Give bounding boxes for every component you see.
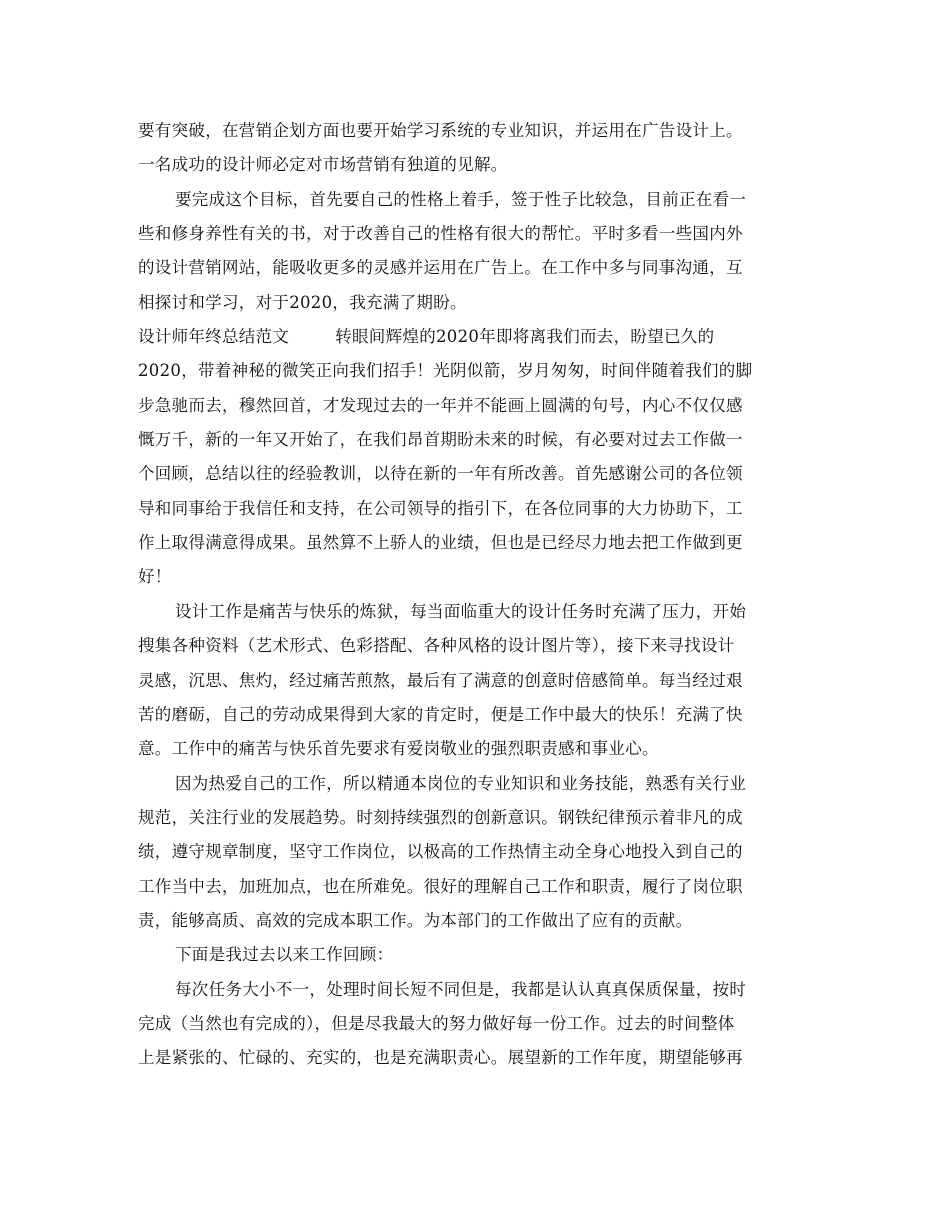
text-line: 2020，带着神秘的微笑正向我们招手！光阴似箭，岁月匆匆，时间伴随着我们的脚 <box>138 361 753 381</box>
text-line: 好！ <box>138 567 172 587</box>
text-line: 导和同事给于我信任和支持，在公司领导的指引下，在各位同事的大力协助下，工 <box>138 498 743 518</box>
text-line: 些和修身养性有关的书，对于改善自己的性格有很大的帮忙。平时多看一些国内外 <box>138 224 743 244</box>
text-line: 要有突破，在营销企划方面也要开始学习系统的专业知识，并运用在广告设计上。 <box>138 121 743 140</box>
text-line: 个回顾，总结以往的经验教训，以待在新的一年有所改善。首先感谢公司的各位领 <box>138 464 743 484</box>
text-line: 相探讨和学习，对于2020，我充满了期盼。 <box>138 292 467 312</box>
paragraph-start-line: 要完成这个目标，首先要自己的性格上着手，签于性子比较急，目前正在看一 <box>175 189 747 209</box>
text-line: 一名成功的设计师必定对市场营销有独道的见解。 <box>138 155 508 175</box>
paragraph-start-line: 每次任务大小不一，处理时间长短不同但是，我都是认认真真保质保量，按时 <box>175 979 747 999</box>
text-line: 苦的磨砺，自己的劳动成果得到大家的肯定时，便是工作中最大的快乐！充满了快 <box>138 704 743 724</box>
paragraph-start-line: 设计工作是痛苦与快乐的炼狱，每当面临重大的设计任务时充满了压力，开始 <box>175 601 747 621</box>
heading-line <box>138 320 814 354</box>
text-line: 规范，关注行业的发展趋势。时刻持续强烈的创新意识。钢铁纪律预示着非凡的成 <box>138 807 743 827</box>
text-line: 绩，遵守规章制度，坚守工作岗位，以极高的工作热情主动全身心地投入到自己的 <box>138 842 743 862</box>
text-line: 作上取得满意得成果。虽然算不上骄人的业绩，但也是已经尽力地去把工作做到更 <box>138 533 743 553</box>
text-line: 完成（当然也有完成的），但是尽我最大的努力做好每一份工作。过去的时间整体 <box>138 1013 735 1033</box>
text-line: 转眼间辉煌的2020年即将离我们而去，盼望已久的 <box>335 327 715 347</box>
document-heading: 设计师年终总结范文 <box>138 327 290 347</box>
text-line: 步急驰而去，穆然回首，才发现过去的一年并不能画上圆满的句号，内心不仅仅感 <box>138 395 743 415</box>
document-body <box>138 114 814 1076</box>
text-line: 工作当中去，加班加点，也在所难免。很好的理解自己工作和职责，履行了岗位职 <box>138 876 743 896</box>
text-line: 灵感，沉思、焦灼，经过痛苦煎熬，最后有了满意的创意时倍感简单。每当经过艰 <box>138 670 743 690</box>
paragraph-start-line: 下面是我过去以来工作回顾： <box>175 945 394 965</box>
text-line: 上是紧张的、忙碌的、充实的，也是充满职责心。展望新的工作年度，期望能够再 <box>138 1048 743 1068</box>
text-line: 慨万千，新的一年又开始了，在我们昂首期盼未来的时候，有必要对过去工作做一 <box>138 430 743 450</box>
paragraph-start-line: 因为热爱自己的工作，所以精通本岗位的专业知识和业务技能，熟悉有关行业 <box>175 773 747 793</box>
text-line: 搜集各种资料（艺术形式、色彩搭配、各种风格的设计图片等），接下来寻找设计 <box>138 636 735 656</box>
text-line: 意。工作中的痛苦与快乐首先要求有爱岗敬业的强烈职责感和事业心。 <box>138 739 659 759</box>
text-line: 责，能够高质、高效的完成本职工作。为本部门的工作做出了应有的贡献。 <box>138 910 693 930</box>
text-line: 的设计营销网站，能吸收更多的灵感并运用在广告上。在工作中多与同事沟通，互 <box>138 258 743 278</box>
